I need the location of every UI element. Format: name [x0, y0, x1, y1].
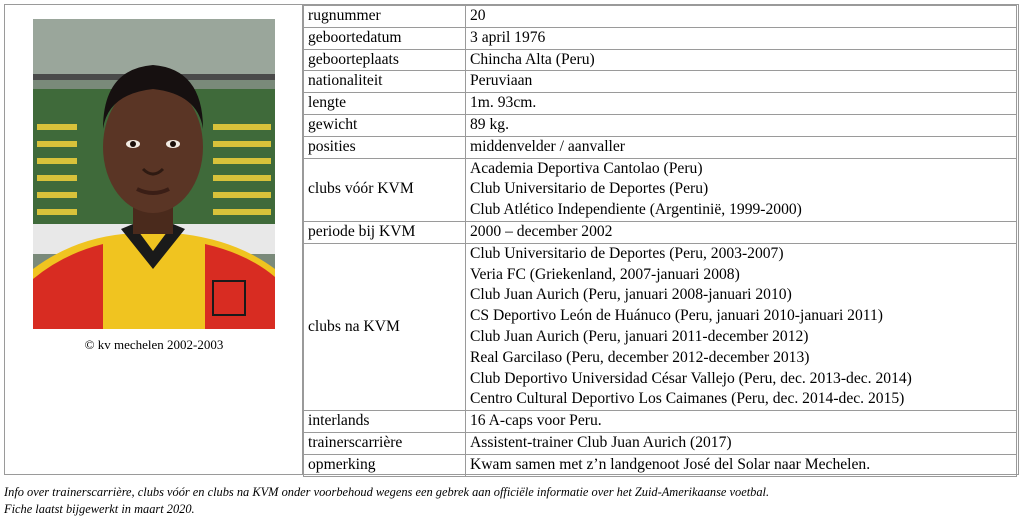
club-na-item: Real Garcilaso (Peru, december 2012-december 2013)	[470, 348, 810, 366]
value-gewicht: 89 kg.	[466, 114, 1017, 136]
value-periode: 2000 – december 2002	[466, 221, 1017, 243]
row-clubs-na	[304, 243, 1017, 410]
label-clubs-voor: clubs vóór KVM	[304, 158, 466, 221]
label-geboorteplaats: geboorteplaats	[304, 49, 466, 71]
label-lengte: lengte	[304, 93, 466, 115]
label-trainerscarriere: trainerscarrière	[304, 432, 466, 454]
value-lengte: 1m. 93cm.	[466, 93, 1017, 115]
row-geboortedatum	[304, 27, 1017, 49]
row-nationaliteit	[304, 71, 1017, 93]
facts-table	[303, 5, 1017, 477]
label-rugnummer: rugnummer	[304, 6, 466, 28]
row-lengte	[304, 93, 1017, 115]
value-rugnummer: 20	[466, 6, 1017, 28]
label-gewicht: gewicht	[304, 114, 466, 136]
value-interlands: 16 A-caps voor Peru.	[466, 411, 1017, 433]
label-opmerking: opmerking	[304, 454, 466, 476]
label-geboortedatum: geboortedatum	[304, 27, 466, 49]
row-gewicht	[304, 114, 1017, 136]
footnote-line-1: Info over trainerscarrière, clubs vóór en clubs na KVM onder voorbehoud wegens een gebrek aan officiële informatie over het Zuid-Amerikaanse voetbal.	[4, 485, 770, 499]
row-periode	[304, 221, 1017, 243]
footnote-line-2: Fiche laatst bijgewerkt in maart 2020.	[4, 502, 195, 516]
player-fiche	[4, 4, 1019, 475]
value-nationaliteit: Peruviaan	[466, 71, 1017, 93]
club-na-item: Centro Cultural Deportivo Los Caimanes (Peru, dec. 2014-dec. 2015)	[470, 390, 905, 408]
club-na-item: Club Universitario de Deportes (Peru, 2003-2007)	[470, 244, 784, 262]
value-opmerking: Kwam samen met z’n landgenoot José del Solar naar Mechelen.	[466, 454, 1017, 476]
value-clubs-voor	[466, 158, 1017, 221]
row-trainerscarriere	[304, 432, 1017, 454]
club-voor-item: Club Atlético Independiente (Argentinië, 1999-2000)	[470, 201, 802, 219]
club-na-item: Club Juan Aurich (Peru, januari 2008-januari 2010)	[470, 286, 792, 304]
club-na-item: Club Deportivo Universidad César Vallejo (Peru, dec. 2013-dec. 2014)	[470, 369, 912, 387]
label-posities: posities	[304, 136, 466, 158]
club-voor-item: Club Universitario de Deportes (Peru)	[470, 180, 709, 198]
value-posities: middenvelder / aanvaller	[466, 136, 1017, 158]
label-nationaliteit: nationaliteit	[304, 71, 466, 93]
row-posities	[304, 136, 1017, 158]
photo-cell	[5, 5, 303, 474]
row-rugnummer	[304, 6, 1017, 28]
row-clubs-voor	[304, 158, 1017, 221]
photo-caption: © kv mechelen 2002-2003	[84, 337, 224, 352]
player-photo	[33, 19, 275, 329]
value-geboorteplaats: Chincha Alta (Peru)	[466, 49, 1017, 71]
row-interlands	[304, 411, 1017, 433]
value-geboortedatum: 3 april 1976	[466, 27, 1017, 49]
value-trainerscarriere: Assistent-trainer Club Juan Aurich (2017)	[466, 432, 1017, 454]
footnote	[4, 484, 769, 518]
club-na-item: Club Juan Aurich (Peru, januari 2011-december 2012)	[470, 327, 809, 345]
row-opmerking	[304, 454, 1017, 476]
club-na-item: CS Deportivo León de Huánuco (Peru, januari 2010-januari 2011)	[470, 307, 883, 325]
row-geboorteplaats	[304, 49, 1017, 71]
club-voor-item: Academia Deportiva Cantolao (Peru)	[470, 159, 703, 177]
label-interlands: interlands	[304, 411, 466, 433]
value-clubs-na	[466, 243, 1017, 410]
label-clubs-na: clubs na KVM	[304, 243, 466, 410]
label-periode: periode bij KVM	[304, 221, 466, 243]
club-na-item: Veria FC (Griekenland, 2007-januari 2008)	[470, 265, 740, 283]
